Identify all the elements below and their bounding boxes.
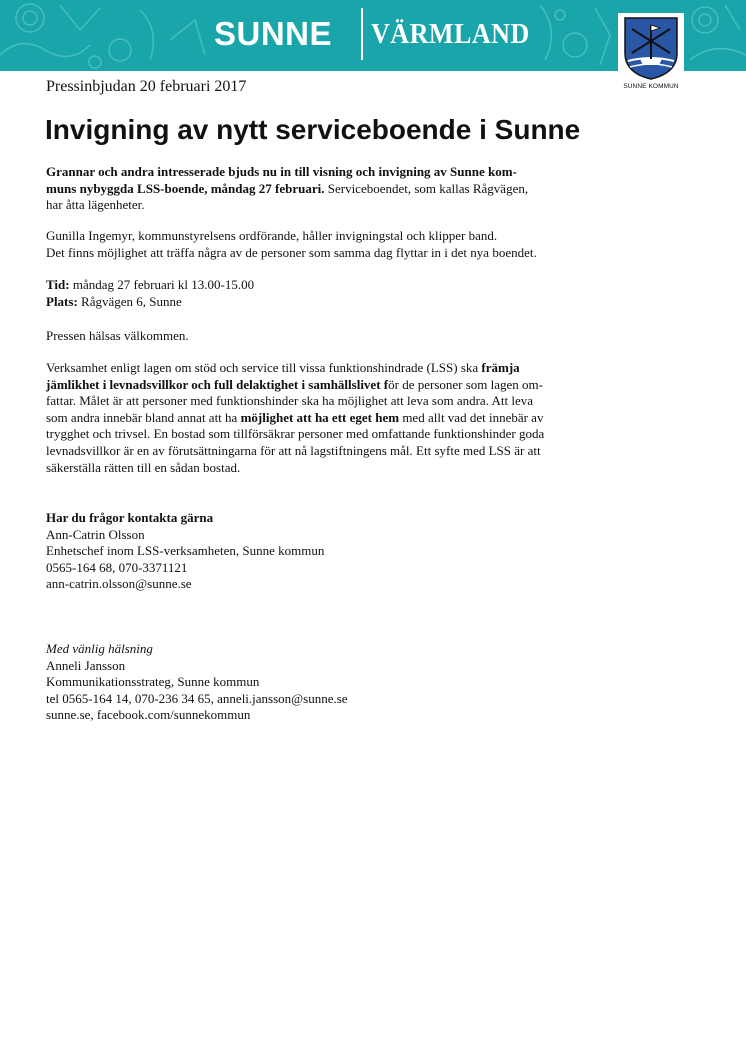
intro-paragraph <box>46 164 528 214</box>
place-value: Rågvägen 6, Sunne <box>77 293 182 309</box>
intro-line-3: har åtta lägenheter. <box>46 197 145 213</box>
lss-paragraph <box>46 360 544 476</box>
body-line-1a: Verksamhet enligt lagen om stöd och service till vissa funktionshindrade (LSS) ska <box>46 360 482 375</box>
body-line-5: trygghet och trivsel. En bostad som tillförsäkrar personer med omfattande funktionshinder goda <box>46 426 545 442</box>
intro-line-1: Grannar och andra intresserade bjuds nu in till visning och invigning av Sunne kom- <box>46 164 517 179</box>
place-label: Plats: <box>46 293 78 309</box>
signoff-web[interactable]: sunne.se, facebook.com/sunnekommun <box>46 707 251 723</box>
contact-role: Enhetschef inom LSS-verksamheten, Sunne kommun <box>46 543 325 559</box>
event-details <box>46 277 254 310</box>
body-line-1b: främja <box>481 360 520 375</box>
body-line-6: levnadsvillkor är en av förutsättningarna för att nå lagstiftningens mål. Ett syfte med LSS är att <box>46 442 541 458</box>
body-line-7: säkerställa rätten till en sådan bostad. <box>46 459 241 475</box>
intro-line-2-bold: muns nybyggda LSS-boende, måndag 27 februari. <box>46 180 325 196</box>
coat-of-arms-icon <box>622 15 680 81</box>
contact-name: Ann-Catrin Olsson <box>46 526 145 542</box>
speech-paragraph <box>46 228 537 261</box>
contact-phone: 0565-164 68, 070-3371121 <box>46 559 188 575</box>
contact-block <box>46 510 324 593</box>
intro-line-2-rest: Serviceboendet, som kallas Rågvägen, <box>324 180 529 196</box>
brand-name: SUNNE <box>214 15 333 52</box>
contact-email[interactable]: ann-catrin.olsson@sunne.se <box>46 576 192 592</box>
time-value: måndag 27 februari kl 13.00-15.00 <box>69 277 255 292</box>
body-line-4b: möjlighet att ha ett eget hem <box>240 409 400 425</box>
page-title: Invigning av nytt serviceboende i Sunne <box>45 114 581 145</box>
time-label: Tid: <box>46 277 70 292</box>
speech-line-1: Gunilla Ingemyr, kommunstyrelsens ordförande, håller invigningstal och klipper band. <box>46 228 498 243</box>
signoff-role: Kommunikationsstrateg, Sunne kommun <box>46 674 260 690</box>
speech-line-2: Det finns möjlighet att träffa några av de personer som samma dag flyttar in i det nya boendet. <box>46 244 537 260</box>
body-line-2b: ör de personer som lagen om- <box>388 376 543 392</box>
signoff-name: Anneli Jansson <box>46 657 126 673</box>
municipality-crest <box>618 13 684 94</box>
crest-caption: SUNNE KOMMUN <box>623 83 679 90</box>
body-line-3: fattar. Målet är att personer med funktionshinder ska ha möjlighet att leva som andra. Att leva <box>46 393 533 409</box>
body-line-4c: med allt vad det innebär av <box>399 409 544 425</box>
contact-heading: Har du frågor kontakta gärna <box>46 510 214 525</box>
signoff-block <box>46 641 348 724</box>
brand-divider <box>361 8 363 60</box>
body-line-4a: som andra innebär bland annat att ha <box>46 409 241 425</box>
welcome-text: Pressen hälsas välkommen. <box>46 328 189 343</box>
brand-region: VÄRMLAND <box>371 18 530 50</box>
press-date: Pressinbjudan 20 februari 2017 <box>46 78 247 95</box>
signoff-greeting: Med vänlig hälsning <box>46 641 153 656</box>
body-line-2a: jämlikhet i levnadsvillkor och full delaktighet i samhällslivet f <box>46 376 389 392</box>
signoff-contact[interactable]: tel 0565-164 14, 070-236 34 65, anneli.jansson@sunne.se <box>46 690 348 706</box>
